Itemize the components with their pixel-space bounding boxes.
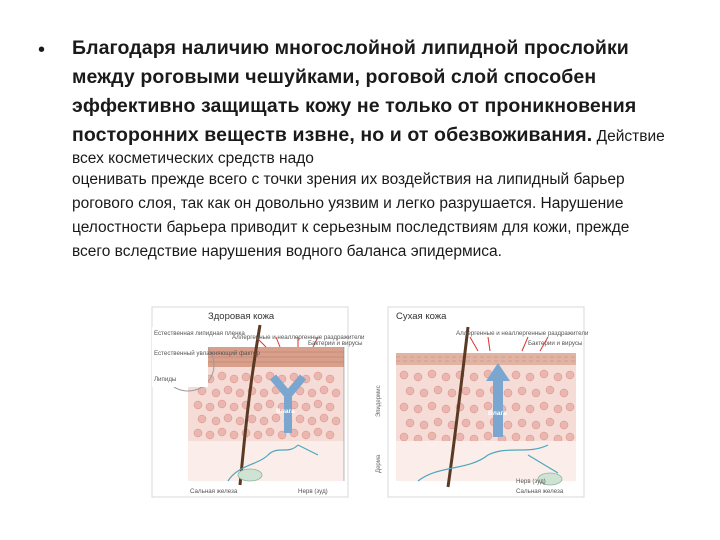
label-irritants-left: Аллергенные и неаллергенные раздражители [232, 334, 365, 341]
skin-diagram-svg [148, 305, 588, 500]
lead-bold-text: Благодаря наличию многослойной липидной прослойки между роговыми чешуйками, роговой слой способен эффективно защищать кожу не только от проникновения посторонних веществ извне, но и от обезвоживания. [72, 37, 637, 146]
label-bacteria-right: Бактерии и вирусы [528, 340, 583, 347]
dry-skin-panel [388, 307, 588, 497]
label-gland-right: Сальная железа [516, 488, 564, 495]
label-natural-factor: Естественный увлажняющий фактор [154, 350, 260, 357]
inline-continuation-text: Действие всех косметических средств надо [72, 128, 665, 167]
label-bacteria-left: Бактерии и вирусы [308, 340, 363, 347]
healthy-skin-panel [152, 307, 365, 497]
skin-diagram [148, 305, 588, 500]
label-lipids: Липиды [154, 376, 177, 383]
healthy-moisture-label: Влага [276, 408, 295, 415]
body-text: оценивать прежде всего с точки зрения их воздействия на липидный барьер рогового слоя, так как он довольно уязвим и легко разрушается. Нарушение целостности барьера приводит к серьезным последствиям для кожи, прежде всего вследствие нарушения водного баланса эпидермиса. [72, 171, 630, 260]
dry-moisture-label: Влага [488, 410, 507, 417]
label-gland-left: Сальная железа [190, 488, 238, 495]
healthy-skin-title: Здоровая кожа [208, 311, 275, 322]
label-nerve-left: Нерв (зуд) [298, 488, 328, 495]
bullet-marker: • [38, 39, 46, 61]
paragraph-text [72, 34, 672, 264]
label-irritants-right: Аллергенные и неаллергенные раздражители [456, 330, 588, 337]
label-dermis: Дерма [376, 454, 382, 473]
label-epidermis: Эпидермис [376, 385, 382, 417]
label-lipid-film: Естественная липидная пленка [154, 330, 245, 337]
label-nerve-right: Нерв (зуд) [516, 478, 546, 485]
dry-skin-title: Сухая кожа [396, 311, 447, 322]
